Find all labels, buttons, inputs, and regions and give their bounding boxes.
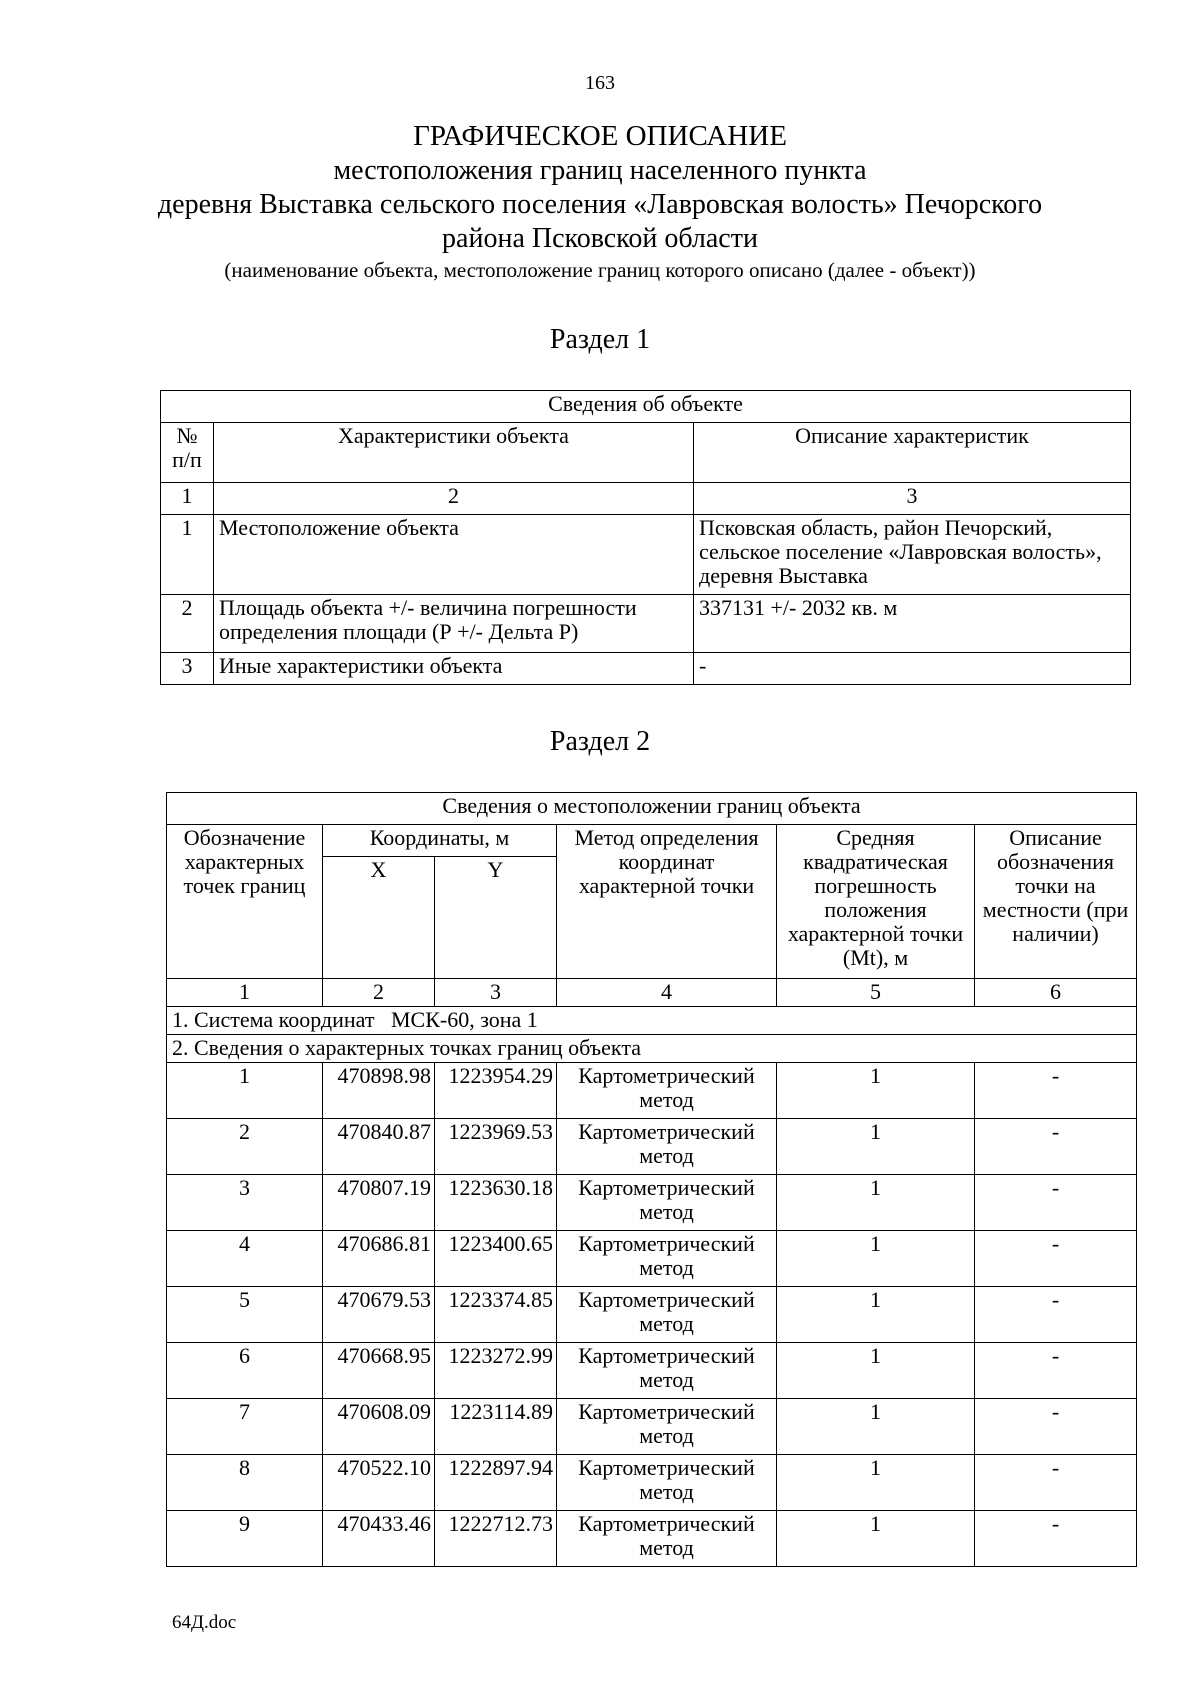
point-id: 9: [167, 1511, 323, 1567]
title-line-3: района Псковской области: [442, 223, 758, 254]
table-row: [167, 1455, 1137, 1511]
row-number: 2: [161, 595, 214, 653]
col-number: 2: [323, 979, 435, 1007]
point-y: 1222712.73: [435, 1511, 557, 1567]
point-id: 4: [167, 1231, 323, 1287]
object-info-title: Сведения об объекте: [161, 391, 1131, 423]
col-number: 1: [161, 483, 214, 515]
point-x: 470668.95: [323, 1343, 435, 1399]
row-value: -: [694, 653, 1131, 685]
col-number: 5: [777, 979, 975, 1007]
point-method: Картометрический метод: [557, 1343, 777, 1399]
col-number: 4: [557, 979, 777, 1007]
point-x: 470433.46: [323, 1511, 435, 1567]
point-x: 470522.10: [323, 1455, 435, 1511]
point-x: 470686.81: [323, 1231, 435, 1287]
table-row: [161, 653, 1131, 685]
point-description: -: [975, 1455, 1137, 1511]
header-y: Y: [435, 857, 557, 979]
row-characteristic: Иные характеристики объекта: [214, 653, 694, 685]
point-description: -: [975, 1399, 1137, 1455]
row-value: Псковская область, район Печорский, сельское поселение «Лавровская волость», деревня Выставка: [694, 515, 1131, 595]
title-main: ГРАФИЧЕСКОЕ ОПИСАНИЕ: [413, 120, 787, 152]
header-coordinates: Координаты, м: [323, 825, 557, 857]
col-number: 6: [975, 979, 1137, 1007]
coordinate-system: 1. Система координат МСК-60, зона 1: [167, 1007, 1137, 1035]
point-id: 7: [167, 1399, 323, 1455]
table-row: [167, 1063, 1137, 1119]
point-id: 3: [167, 1175, 323, 1231]
header-point-description: Описание обозначения точки на местности (при наличии): [975, 825, 1137, 979]
section1-heading: Раздел 1: [549, 324, 651, 355]
point-x: 470679.53: [323, 1287, 435, 1343]
point-method: Картометрический метод: [557, 1063, 777, 1119]
point-error: 1: [777, 1399, 975, 1455]
point-error: 1: [777, 1231, 975, 1287]
table-row: [167, 1287, 1137, 1343]
header-error: Средняя квадратическая погрешность положения характерной точки (Mt), м: [777, 825, 975, 979]
table-row: [167, 1119, 1137, 1175]
row-characteristic: Площадь объекта +/- величина погрешности определения площади (Р +/- Дельта Р): [214, 595, 694, 653]
boundary-points-table: [166, 792, 1137, 1567]
point-method: Картометрический метод: [557, 1455, 777, 1511]
point-method: Картометрический метод: [557, 1287, 777, 1343]
col-number: 1: [167, 979, 323, 1007]
table-row: [167, 1399, 1137, 1455]
point-y: 1223400.65: [435, 1231, 557, 1287]
point-method: Картометрический метод: [557, 1231, 777, 1287]
footer-filename: 64Д.doc: [172, 1612, 237, 1633]
table-row: [167, 1511, 1137, 1567]
point-y: 1222897.94: [435, 1455, 557, 1511]
page-number: 163: [585, 72, 615, 94]
point-method: Картометрический метод: [557, 1119, 777, 1175]
header-x: X: [323, 857, 435, 979]
point-y: 1223630.18: [435, 1175, 557, 1231]
point-error: 1: [777, 1343, 975, 1399]
point-error: 1: [777, 1119, 975, 1175]
point-y: 1223114.89: [435, 1399, 557, 1455]
row-number: 3: [161, 653, 214, 685]
point-error: 1: [777, 1175, 975, 1231]
col-number: 3: [694, 483, 1131, 515]
header-method: Метод определения координат характерной точки: [557, 825, 777, 979]
point-error: 1: [777, 1063, 975, 1119]
point-method: Картометрический метод: [557, 1399, 777, 1455]
point-description: -: [975, 1063, 1137, 1119]
point-y: 1223954.29: [435, 1063, 557, 1119]
point-description: -: [975, 1231, 1137, 1287]
title-line-1: местоположения границ населенного пункта: [333, 155, 867, 186]
header-designation: Обозначение характерных точек границ: [167, 825, 323, 979]
point-y: 1223272.99: [435, 1343, 557, 1399]
section2-heading: Раздел 2: [549, 726, 651, 757]
header-description: Описание характеристик: [694, 423, 1131, 483]
point-method: Картометрический метод: [557, 1511, 777, 1567]
col-number: 2: [214, 483, 694, 515]
point-id: 8: [167, 1455, 323, 1511]
point-description: -: [975, 1511, 1137, 1567]
point-x: 470608.09: [323, 1399, 435, 1455]
point-id: 2: [167, 1119, 323, 1175]
row-characteristic: Местоположение объекта: [214, 515, 694, 595]
row-number: 1: [161, 515, 214, 595]
table-row: [167, 1343, 1137, 1399]
table-row: [161, 595, 1131, 653]
boundary-table-title: Сведения о местоположении границ объекта: [167, 793, 1137, 825]
table-row: [167, 1175, 1137, 1231]
header-number: № п/п: [161, 423, 214, 483]
document-title: [100, 118, 1100, 284]
points-body: [167, 1063, 1137, 1567]
col-number: 3: [435, 979, 557, 1007]
point-x: 470807.19: [323, 1175, 435, 1231]
row-value: 337131 +/- 2032 кв. м: [694, 595, 1131, 653]
table-row: [161, 515, 1131, 595]
point-description: -: [975, 1287, 1137, 1343]
point-y: 1223969.53: [435, 1119, 557, 1175]
point-error: 1: [777, 1511, 975, 1567]
point-description: -: [975, 1119, 1137, 1175]
object-info-table: [160, 390, 1131, 685]
point-method: Картометрический метод: [557, 1175, 777, 1231]
title-line-2: деревня Выставка сельского поселения «Лавровская волость» Печорского: [157, 189, 1043, 220]
table-row: [167, 1231, 1137, 1287]
point-y: 1223374.85: [435, 1287, 557, 1343]
point-error: 1: [777, 1455, 975, 1511]
point-error: 1: [777, 1287, 975, 1343]
title-note: (наименование объекта, местоположение границ которого описано (далее - объект)): [224, 258, 976, 282]
point-x: 470840.87: [323, 1119, 435, 1175]
point-id: 5: [167, 1287, 323, 1343]
point-description: -: [975, 1343, 1137, 1399]
point-x: 470898.98: [323, 1063, 435, 1119]
header-characteristic: Характеристики объекта: [214, 423, 694, 483]
points-title: 2. Сведения о характерных точках границ объекта: [167, 1035, 1137, 1063]
point-id: 1: [167, 1063, 323, 1119]
point-id: 6: [167, 1343, 323, 1399]
point-description: -: [975, 1175, 1137, 1231]
